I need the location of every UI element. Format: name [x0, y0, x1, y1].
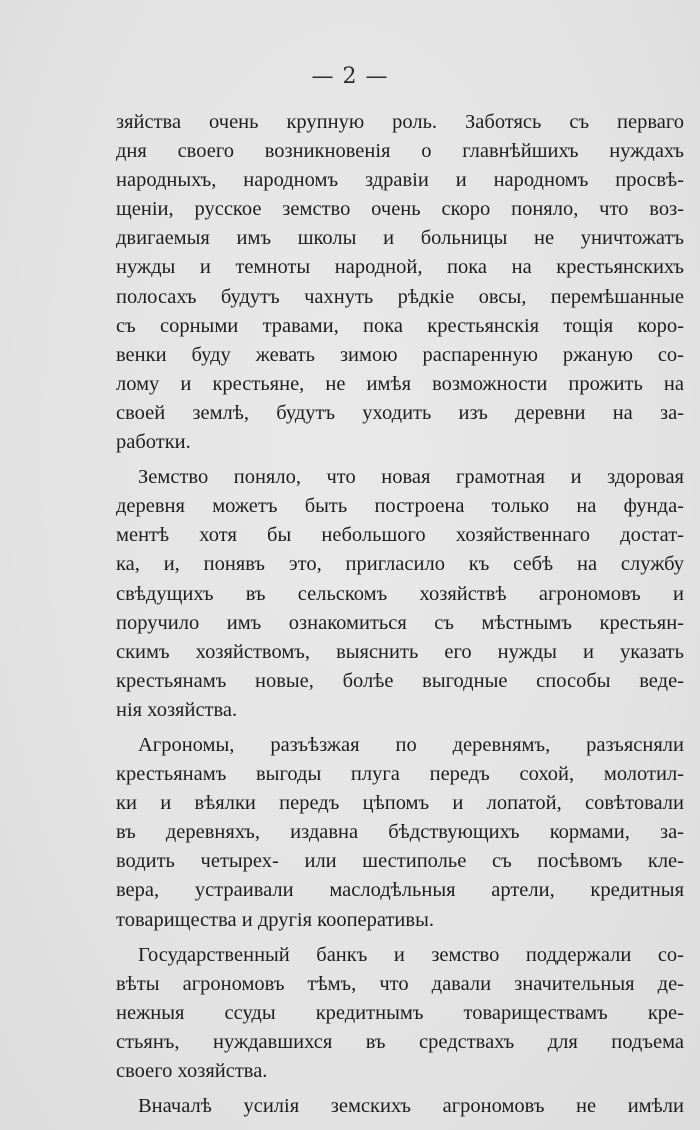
body-text: [116, 108, 684, 1121]
text-line: нія хозяйства.: [116, 698, 238, 721]
text-line: Государственный банкъ и земство поддержали со-: [138, 943, 684, 966]
paragraph: [116, 108, 684, 457]
text-line: Вначалѣ усилія земскихъ агрономовъ не имѣли: [138, 1095, 684, 1118]
text-line: венки буду жевать зимою распаренную ржаную со-: [116, 343, 684, 366]
text-line: нужды и темноты народной, пока на крестьянскихъ: [116, 256, 684, 279]
text-line: ментѣ хотя бы небольшого хозяйственнаго достат-: [116, 524, 684, 547]
text-line: нежныя ссуды кредитнымъ товариществамъ кре-: [116, 1001, 684, 1024]
text-line: двигаемыя имъ школы и больницы не уничтожатъ: [116, 227, 684, 250]
page-number: — 2 —: [311, 64, 389, 89]
text-line: деревня можетъ быть построена только на фунда-: [116, 495, 684, 518]
text-line: поручило имъ ознакомиться съ мѣстнымъ крестьян-: [116, 611, 684, 634]
text-line: съ сорными травами, пока крестьянскія тощія коро-: [116, 314, 684, 337]
text-line: свѣдущихъ въ сельскомъ хозяйствѣ агрономовъ и: [116, 582, 684, 605]
text-line: крестьянамъ выгоды плуга передъ сохой, молотил-: [116, 763, 684, 786]
text-line: работки.: [116, 431, 191, 454]
paragraph: [116, 463, 684, 725]
text-line: скимъ хозяйствомъ, выяснить его нужды и указать: [116, 640, 684, 663]
paragraph: [116, 731, 684, 935]
text-line: водить четырех- или шестиполье съ посѣвомъ кле-: [116, 850, 684, 873]
text-line: Земство поняло, что новая грамотная и здоровая: [138, 466, 684, 489]
text-line: въ деревняхъ, издавна бѣдствующихъ кормами, за-: [116, 821, 684, 844]
text-line: лому и крестьяне, не имѣя возможности прожить на: [116, 372, 684, 395]
text-line: своего хозяйства.: [116, 1060, 268, 1082]
paragraph: [116, 1092, 684, 1121]
text-line: ки и вѣялки передъ цѣпомъ и лопатой, совѣтовали: [116, 792, 684, 815]
text-line: товарищества и другія кооперативы.: [116, 908, 434, 931]
text-line: ка, и, понявъ это, пригласило къ себѣ на службу: [116, 553, 684, 576]
text-line: дня своего возникновенія о главнѣйшихъ нуждахъ: [116, 140, 684, 163]
text-line: крестьянамъ новые, болѣе выгодные способы веде-: [116, 669, 684, 692]
text-line: щеніи, русское земство очень скоро поняло, что воз-: [116, 198, 684, 221]
text-line: зяйства очень крупную роль. Заботясь съ перваго: [116, 111, 684, 133]
text-line: вера, устраивали маслодѣльныя артели, кредитныя: [116, 879, 684, 902]
text-line: Агрономы, разъѣзжая по деревнямъ, разъясняли: [138, 733, 684, 756]
text-line: вѣты агрономовъ тѣмъ, что давали значительныя де-: [116, 972, 684, 995]
text-line: стьянъ, нуждавшихся въ средствахъ для подъема: [116, 1030, 684, 1053]
text-line: полосахъ будутъ чахнуть рѣдкіе овсы, перемѣшанные: [116, 285, 684, 308]
text-line: народныхъ, народномъ здравіи и народномъ просвѣ-: [116, 169, 684, 192]
text-line: своей землѣ, будутъ уходить изъ деревни на за-: [116, 401, 684, 424]
paragraph: [116, 941, 684, 1086]
